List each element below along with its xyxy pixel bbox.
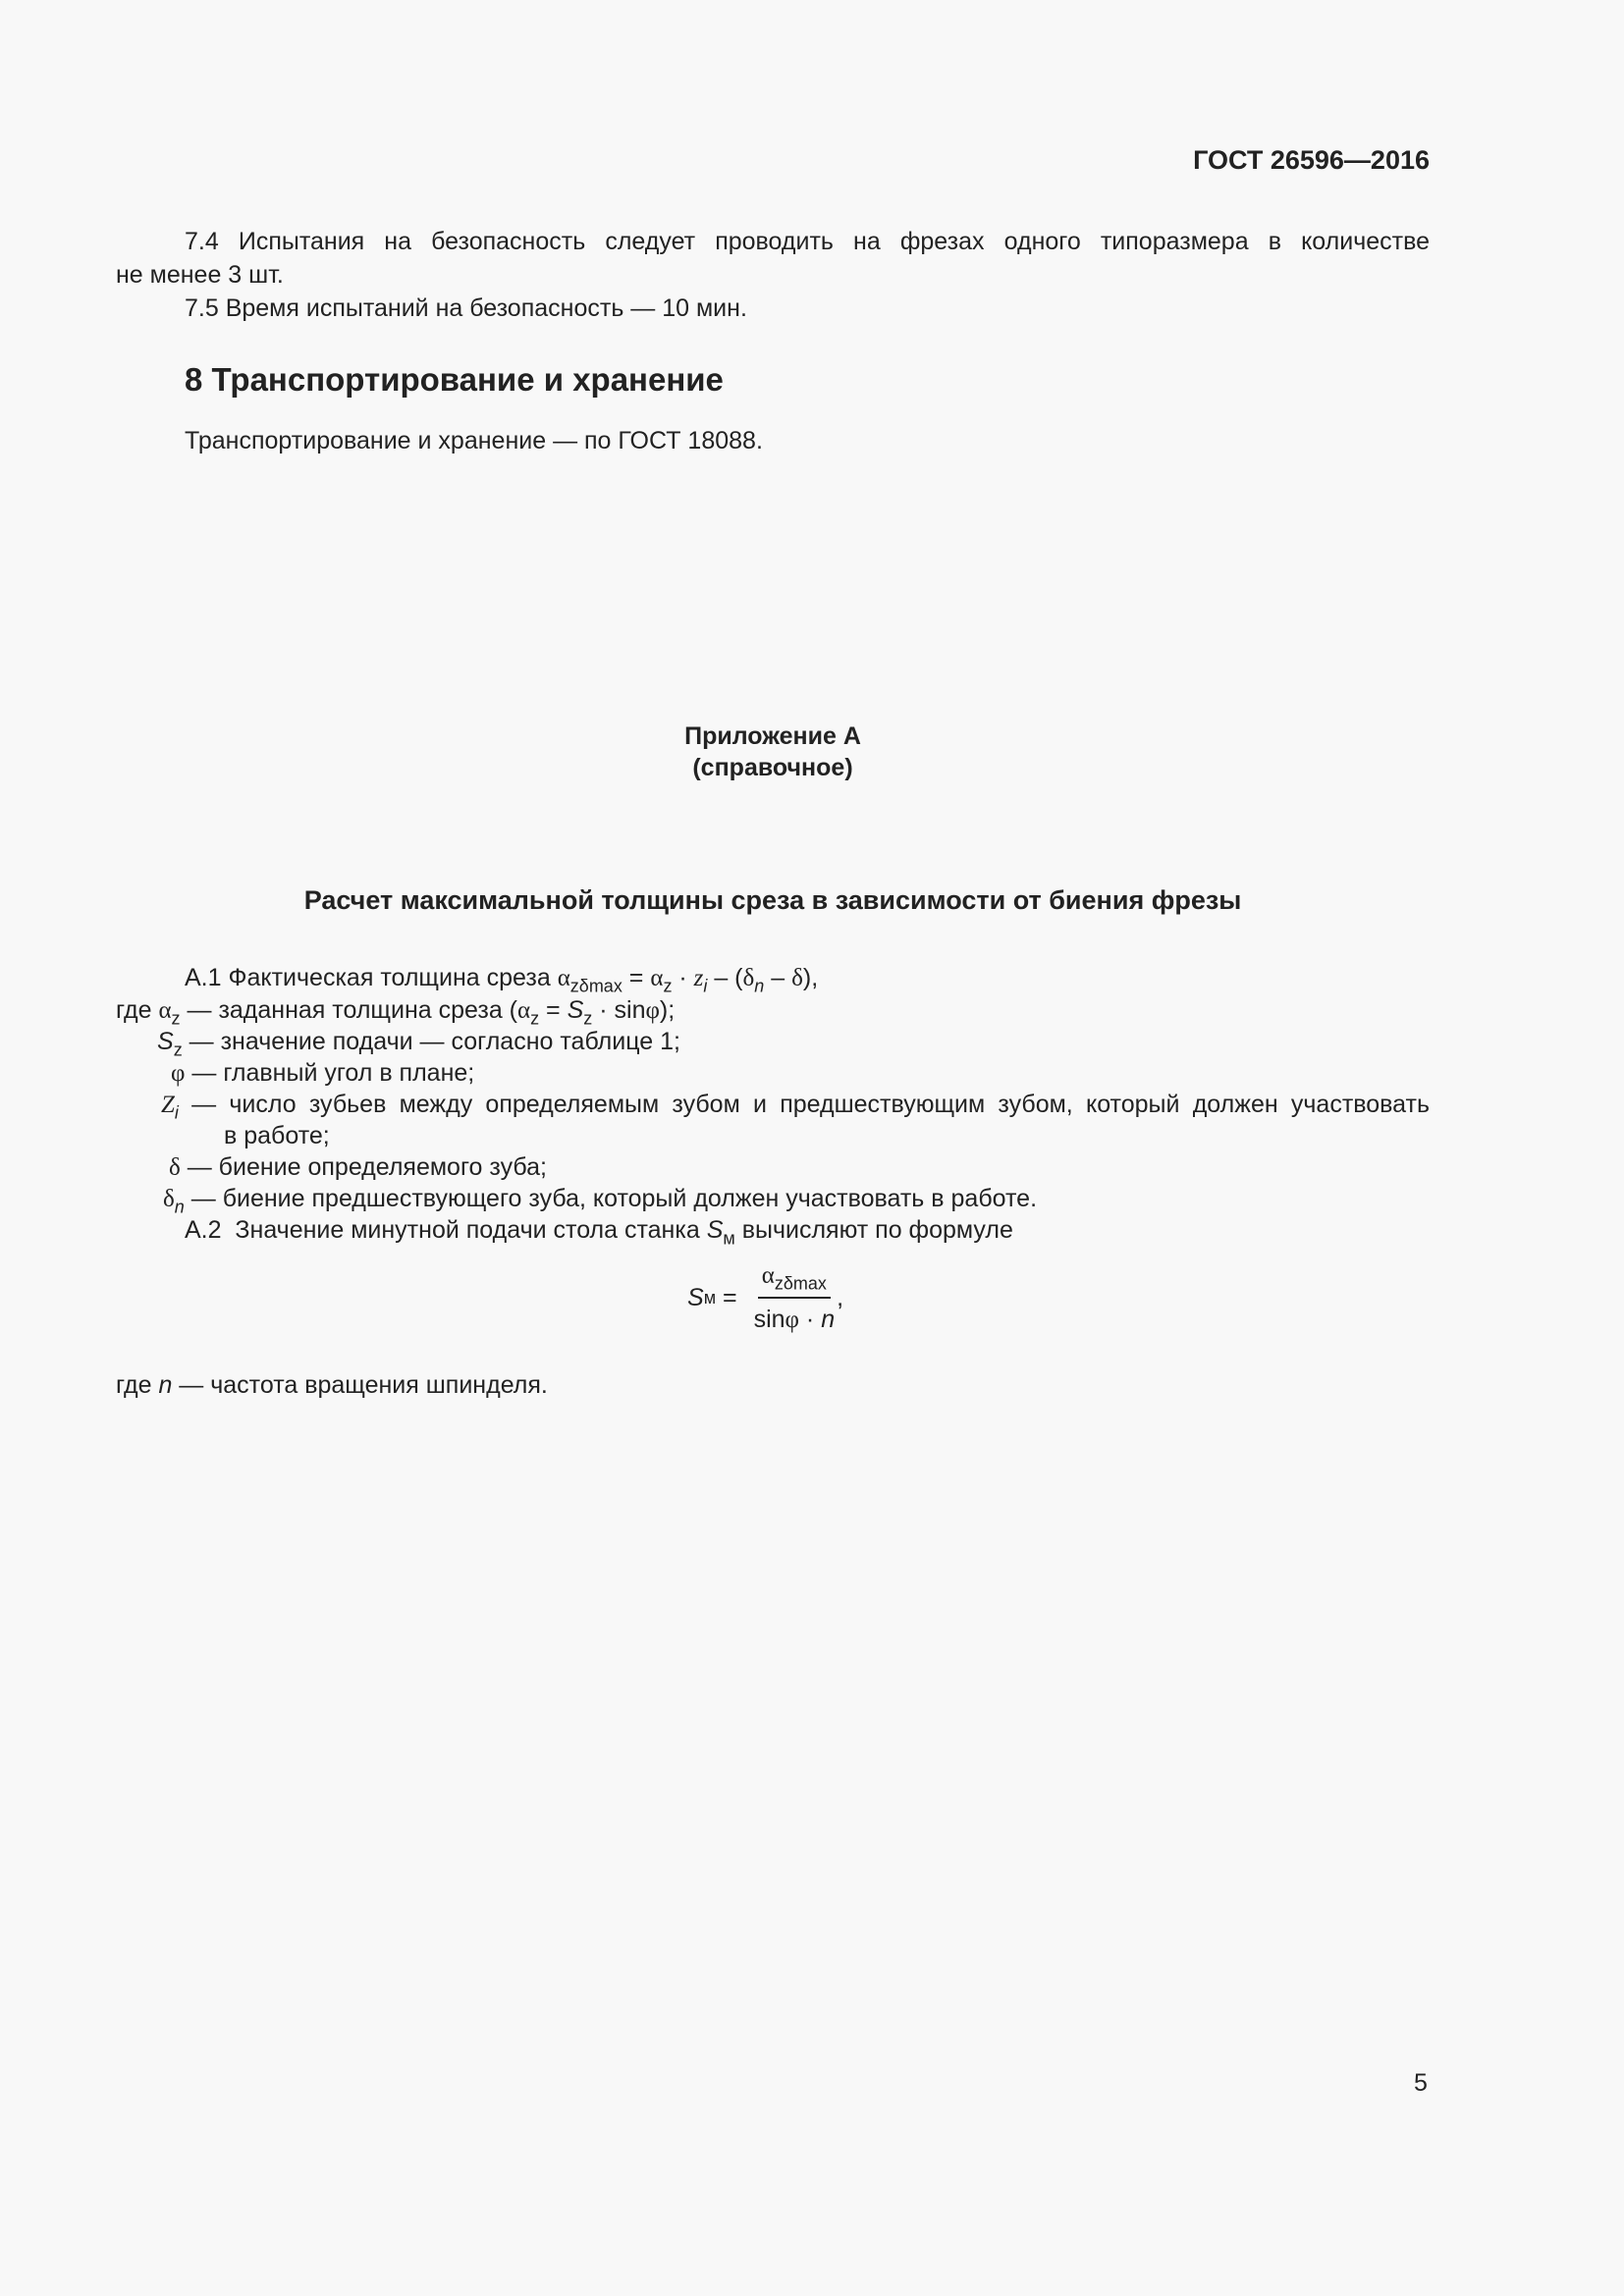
section-8-heading: 8 Транспортирование и хранение <box>185 361 724 398</box>
a1-minus: – <box>764 964 792 991</box>
where-prefix: где <box>116 1371 159 1399</box>
formula-sin: sin <box>753 1306 785 1333</box>
alpha-sub: z <box>171 1008 181 1029</box>
s-symbol: S <box>567 996 584 1024</box>
where-alpha-close: ); <box>659 996 676 1024</box>
phi-symbol: φ <box>171 1060 186 1087</box>
where-phi-text: — главный угол в плане; <box>185 1059 475 1087</box>
s-symbol: S <box>157 1028 174 1055</box>
s-sub: z <box>173 1040 183 1060</box>
a2-text: А.2 Значение минутной подачи стола станка <box>185 1216 707 1244</box>
where-s-z <box>157 1025 680 1058</box>
a1-sub-n: n <box>754 976 765 996</box>
delta-symbol: δ <box>163 1186 175 1212</box>
a1-sub-z: z <box>663 976 673 996</box>
a1-minus-open: – ( <box>707 964 743 991</box>
a1-alpha: α <box>557 965 570 991</box>
a1-eq: = <box>622 964 651 991</box>
a1-z-var: z <box>693 965 704 991</box>
a1-label: А.1 Фактическая толщина среза <box>185 964 558 991</box>
formula-alpha: α <box>761 1262 775 1289</box>
where-alpha-eq: = <box>539 996 568 1024</box>
n-symbol: n <box>158 1371 173 1399</box>
alpha-sub-2: z <box>530 1008 540 1029</box>
where-z-i-cont: в работе; <box>224 1122 330 1149</box>
where-phi <box>171 1056 474 1091</box>
a1-sub-zdmax: zδmax <box>569 976 623 996</box>
where-s-text: — значение подачи — согласно таблице 1; <box>182 1028 680 1055</box>
phi-symbol: φ <box>645 997 660 1024</box>
paragraph-a2 <box>185 1213 1013 1247</box>
formula-comma: , <box>837 1283 844 1311</box>
a1-delta: δ <box>791 965 803 991</box>
alpha-symbol-2: α <box>517 997 531 1024</box>
s-sub: z <box>583 1008 593 1029</box>
formula-eq: = <box>716 1283 744 1311</box>
where-delta-text: — биение определяемого зуба; <box>180 1153 547 1181</box>
where-delta-n <box>163 1182 1037 1216</box>
paragraph-7-4-line1: 7.4 Испытания на безопасность следует проводить на фрезах одного типоразмера в количестве <box>185 228 1430 255</box>
appendix-heading: Расчет максимальной толщины среза в зависимости от биения фрезы <box>303 885 1242 915</box>
formula-s-m: S м = $\frac{\alpha_{z\delta max}}{\sin\varphi \cdot n}$ , <box>687 1262 844 1333</box>
where-alpha-z <box>116 993 675 1028</box>
alpha-symbol: α <box>158 997 172 1024</box>
s-symbol: S <box>706 1216 724 1244</box>
where-z-text: — число зубьев между определяемым зубом и предшествующим зубом, который должен участвовать <box>178 1091 1430 1118</box>
paragraph-7-4 <box>116 225 1430 258</box>
section-8-text: Транспортирование и хранение — по ГОСТ 18088. <box>185 427 763 454</box>
a1-alpha2: α <box>650 965 664 991</box>
a1-close: ), <box>802 964 819 991</box>
formula-dot: · <box>798 1306 822 1333</box>
s-sub: м <box>723 1228 735 1249</box>
where-alpha-dot: · <box>592 996 615 1024</box>
where-z-i <box>161 1088 1430 1122</box>
where-deltan-text: — биение предшествующего зуба, который должен участвовать в работе. <box>184 1185 1038 1212</box>
where-delta <box>169 1150 547 1185</box>
paragraph-a1 <box>185 961 818 995</box>
where-n <box>116 1368 548 1402</box>
formula-numerator <box>758 1260 831 1299</box>
appendix-status: (справочное) <box>692 754 853 781</box>
z-sub: i <box>174 1102 179 1123</box>
z-symbol: Z <box>161 1092 175 1118</box>
formula-denominator <box>754 1299 836 1335</box>
formula-n: n <box>821 1306 836 1333</box>
delta-symbol: δ <box>169 1154 181 1181</box>
paragraph-7-5: 7.5 Время испытаний на безопасность — 10 мин. <box>185 294 747 322</box>
formula-fraction <box>754 1260 836 1335</box>
appendix-title: Приложение А <box>684 722 861 750</box>
a2-text2: вычисляют по формуле <box>734 1216 1013 1244</box>
page-number: 5 <box>1414 2069 1428 2097</box>
where-prefix: где <box>116 996 159 1024</box>
a1-delta-n: δ <box>742 965 755 991</box>
a1-dot: · <box>672 964 694 991</box>
formula-alpha-sub: zδmax <box>774 1273 827 1294</box>
delta-sub: n <box>174 1197 185 1217</box>
formula-lhs: S <box>687 1283 704 1311</box>
document-code-header: ГОСТ 26596—2016 <box>1193 145 1430 175</box>
paragraph-7-4-line2: не менее 3 шт. <box>116 261 284 289</box>
where-alpha-text: — заданная толщина среза ( <box>180 996 517 1024</box>
where-n-text: — частота вращения шпинделя. <box>172 1371 548 1399</box>
a1-sub-i: i <box>703 976 708 996</box>
formula-phi: φ <box>785 1307 799 1333</box>
sin-text: sin <box>614 996 646 1024</box>
